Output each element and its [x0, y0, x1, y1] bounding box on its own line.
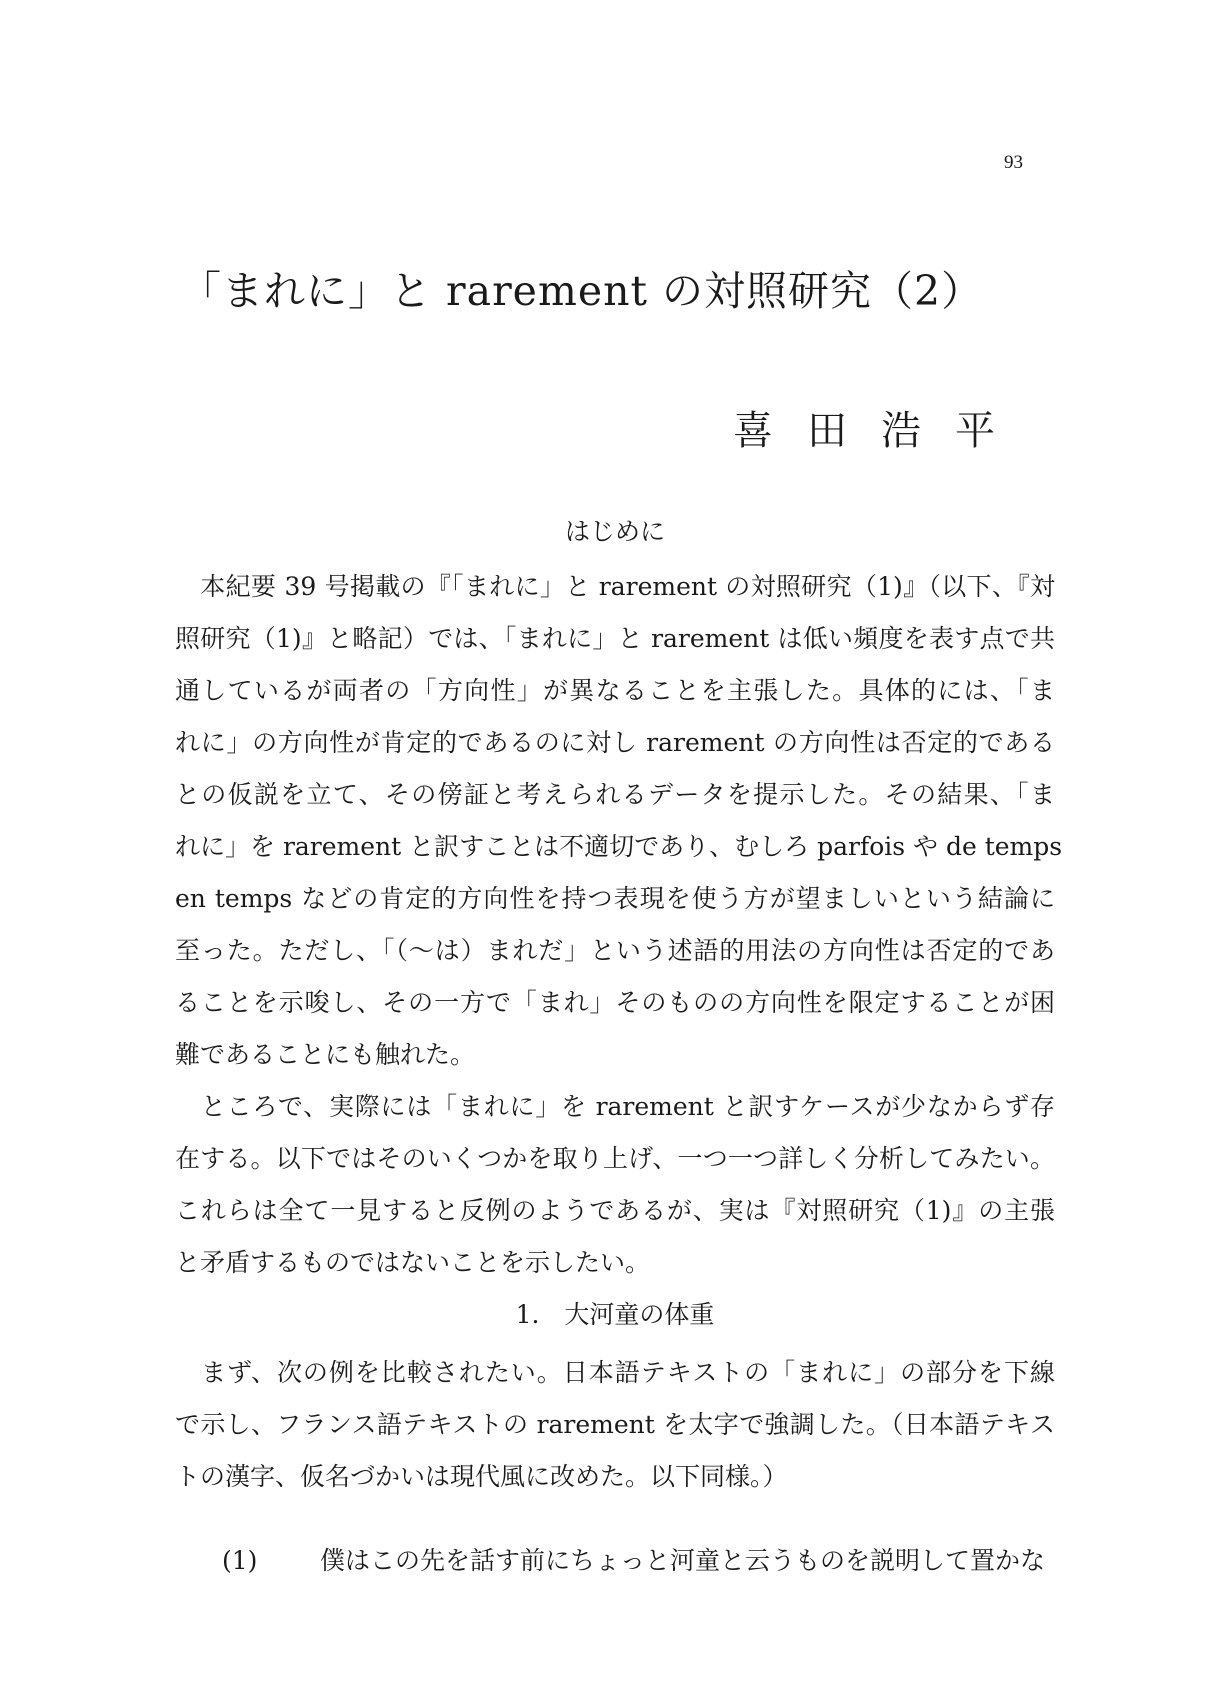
- intro-line: 難であることにも触れた。: [175, 1040, 476, 1069]
- intro-line: れに」を rarement と訳すことは不適切であり、むしろ parfois や de temps: [175, 832, 1063, 861]
- intro-line: 在する。以下ではそのいくつかを取り上げ、一つ一つ詳しく分析してみたい。: [175, 1144, 1055, 1173]
- page-title: 「まれに」と rarement の対照研究（2）: [180, 267, 984, 315]
- intro-line: en temps などの肯定的方向性を持つ表現を使う方が望ましいという結論に: [175, 884, 1055, 913]
- intro-line: 本紀要 39 号掲載の『「まれに」と rarement の対照研究（1)』（以下、『対: [175, 572, 1055, 601]
- intro-line: れに」の方向性が肯定的であるのに対し rarement の方向性は否定的である: [175, 728, 1055, 757]
- intro-line: との仮説を立て、その傍証と考えられるデータを提示した。その結果、「ま: [175, 780, 1055, 809]
- example-sentence: [175, 1541, 1055, 1577]
- section-line: トの漢字、仮名づかいは現代風に改めた。以下同様。）: [175, 1462, 788, 1491]
- intro-line: これらは全て一見すると反例のようであるが、実は『対照研究（1)』の主張: [175, 1196, 1055, 1225]
- page-number: 93: [1004, 152, 1023, 173]
- intro-line: 通しているが両者の「方向性」が異なることを主張した。具体的には、「ま: [175, 676, 1055, 705]
- example-number: (1): [222, 1546, 258, 1575]
- section-line: まず、次の例を比較されたい。日本語テキストの「まれに」の部分を下線: [175, 1358, 1055, 1387]
- intro-heading: はじめに: [564, 517, 665, 546]
- example-text: 僕はこの先を話す前にちょっと河童と云うものを説明して置かな: [319, 1546, 1045, 1575]
- section-line: で示し、フランス語テキストの rarement を太字で強調した。（日本語テキス: [175, 1410, 1055, 1439]
- intro-line: 至った。ただし、「（〜は）まれだ」という述語的用法の方向性は否定的であ: [175, 936, 1055, 965]
- section-heading: 1. 大河童の体重: [515, 1300, 715, 1329]
- intro-line: ることを示唆し、その一方で「まれ」そのものの方向性を限定することが困: [175, 988, 1055, 1017]
- author-name: 喜田浩平: [733, 408, 1029, 454]
- intro-line: ところで、実際には「まれに」を rarement と訳すケースが少なからず存: [175, 1092, 1055, 1121]
- intro-line: 照研究（1)』と略記）では、「まれに」と rarement は低い頻度を表す点で共: [175, 624, 1055, 653]
- intro-line: と矛盾するものではないことを示したい。: [175, 1248, 651, 1277]
